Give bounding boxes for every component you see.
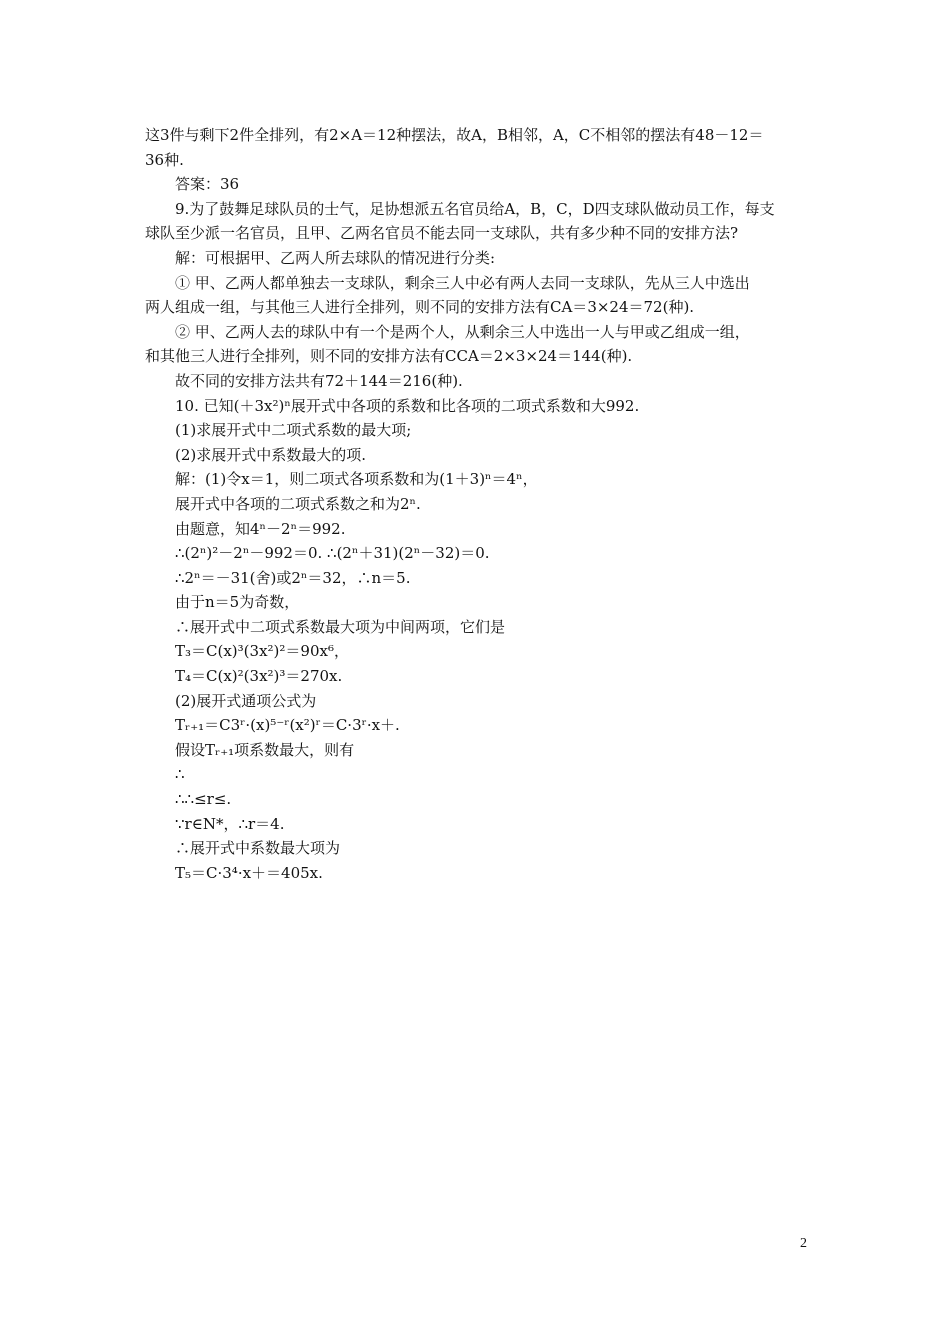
text-line: 这3件与剩下2件全排列，有2×A＝12种摆法，故A，B相邻，A，C不相邻的摆法有48－12＝ bbox=[145, 126, 764, 144]
text-line: ∴(2ⁿ)²－2ⁿ－992＝0. ∴(2ⁿ＋31)(2ⁿ－32)＝0. bbox=[175, 544, 490, 563]
text-line: ∴ bbox=[175, 765, 185, 784]
text-line: T₄＝C(x)²(3x²)³＝270x. bbox=[175, 667, 343, 686]
text-line: 由于n＝5为奇数， bbox=[175, 593, 300, 612]
text-line: ∴展开式中系数最大项为 bbox=[175, 839, 341, 858]
text-line: (1)求展开式中二项式系数的最大项; bbox=[175, 421, 412, 440]
text-line: ① 甲、乙两人都单独去一支球队，剩余三人中必有两人去同一支球队，先从三人中选出 bbox=[175, 273, 750, 292]
text-line: 由题意，知4ⁿ－2ⁿ＝992. bbox=[175, 519, 346, 538]
text-line: 球队至少派一名官员，且甲、乙两名官员不能去同一支球队，共有多少种不同的安排方法? bbox=[145, 224, 739, 243]
text-line: ∴2ⁿ＝－31(舍)或2ⁿ＝32，∴n＝5. bbox=[175, 568, 411, 587]
text-line: T₅＝C·3⁴·x＋＝405x. bbox=[175, 863, 323, 882]
text-line: (2)展开式通项公式为 bbox=[175, 691, 317, 710]
text-line: ② 甲、乙两人去的球队中有一个是两个人，从剩余三人中选出一人与甲或乙组成一组， bbox=[175, 322, 750, 341]
text-line: 解：可根据甲、乙两人所去球队的情况进行分类: bbox=[175, 248, 496, 267]
text-line: 解：(1)令x＝1，则二项式各项系数和为(1＋3)ⁿ＝4ⁿ， bbox=[175, 470, 538, 489]
text-line: 36种. bbox=[145, 150, 184, 169]
text-line: 两人组成一组，与其他三人进行全排列，则不同的安排方法有CA＝3×24＝72(种). bbox=[145, 298, 695, 317]
text-line: (2)求展开式中系数最大的项. bbox=[175, 445, 367, 464]
page-number: 2 bbox=[800, 1236, 807, 1251]
text-line: 10. 已知(＋3x²)ⁿ展开式中各项的系数和比各项的二项式系数和大992. bbox=[175, 396, 640, 415]
text-line: ∴∴≤r≤. bbox=[175, 790, 232, 809]
text-line: 答案：36 bbox=[175, 175, 240, 194]
text-line: 展开式中各项的二项式系数之和为2ⁿ. bbox=[175, 494, 421, 513]
text-line: ∴展开式中二项式系数最大项为中间两项，它们是 bbox=[175, 617, 506, 636]
text-line: ∵r∈N*，∴r＝4. bbox=[175, 814, 285, 833]
text-line: Tᵣ₊₁＝C3ʳ·(x)⁵⁻ʳ(x²)ʳ＝C·3ʳ·x＋. bbox=[175, 716, 400, 735]
text-line: 假设Tᵣ₊₁项系数最大，则有 bbox=[175, 740, 355, 759]
text-line: 故不同的安排方法共有72＋144＝216(种). bbox=[175, 371, 463, 390]
text-line: T₃＝C(x)³(3x²)²＝90x⁶， bbox=[175, 642, 349, 661]
page-body bbox=[145, 123, 810, 885]
text-line: 和其他三人进行全排列，则不同的安排方法有CCA＝2×3×24＝144(种). bbox=[145, 347, 633, 366]
text-line: 9.为了鼓舞足球队员的士气，足协想派五名官员给A，B，C，D四支球队做动员工作，每支 bbox=[175, 199, 775, 218]
